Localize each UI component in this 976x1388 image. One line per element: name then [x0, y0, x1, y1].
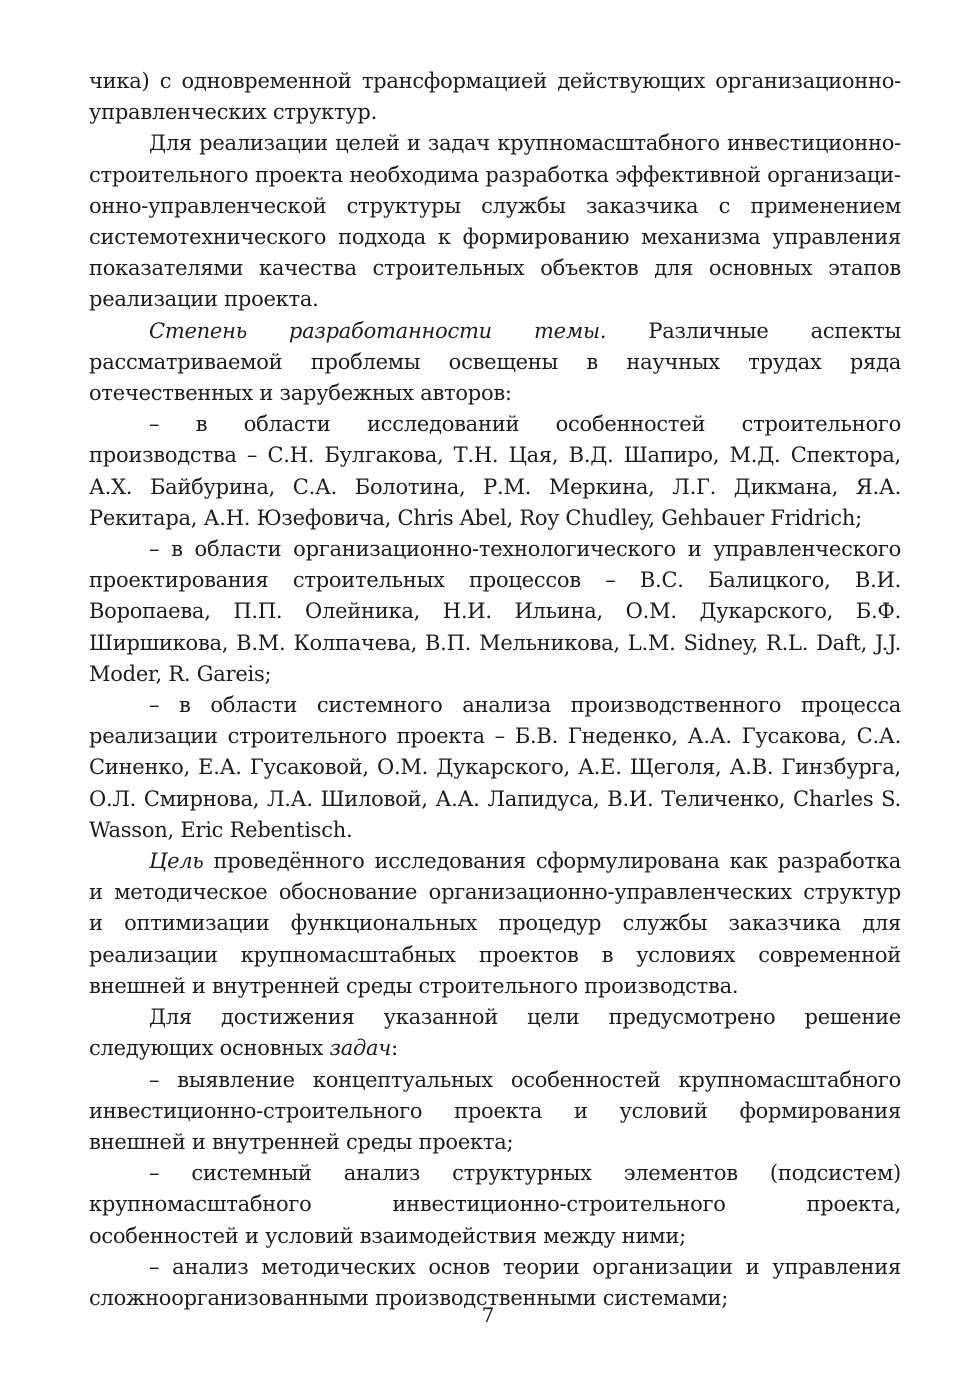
document-body — [89, 66, 901, 1314]
emphasis-degree-of-development: Степень разработанности темы. — [149, 318, 607, 343]
list-item-construction-production: – в области исследований особенностей строительного производства – С.Н. Булгакова, Т.Н. Цая, В.Д. Шапиро, М.Д. Спектора, А.Х. Байбурина, С.А. Болотина, Р.М. Меркина, Л.Г. Дикмана, Я.А. Рекитара, А.Н. Юзефовича, Chris Abel, Roy Chudley, Gehbauer Fridrich; — [89, 412, 901, 530]
emphasis-aim: Цель — [149, 849, 204, 874]
page-number: 7 — [481, 1303, 495, 1327]
paragraph-project-goals: Для реализации целей и задач крупномасштабного инвестиционно-строительного проекта необходима разработка эффективной организационно-управленческой структуры службы заказчика с применением системотехнического подхода к формированию механизма управления показателями качества строительных объектов для основных этапов реализации проекта. — [89, 131, 901, 312]
task-item-structural-analysis: – системный анализ структурных элементов (подсистем) крупномасштабного инвестиционно-строительного проекта, особенностей и условий взаимодействия между ними; — [89, 1161, 901, 1248]
emphasis-tasks: задач — [329, 1036, 392, 1061]
paragraph-continuation: чика) с одновременной трансформацией действующих организационно-управленческих структур. — [89, 69, 901, 125]
paragraph-tasks-intro: Для достижения указанной цели предусмотрено решение следующих основных задач: — [89, 1005, 901, 1061]
task-item-concept-features: – выявление концептуальных особенностей крупномасштабного инвестиционно-строительного проекта и условий формирования внешней и внутренней среды проекта; — [89, 1067, 901, 1154]
task-item-methodology-analysis: – анализ методических основ теории организации и управления сложноорганизованными производственными системами; — [89, 1254, 901, 1310]
list-item-organizational-design: – в области организационно-технологического и управленческого проектирования строительных процессов – В.С. Балицкого, В.И. Воропаева, П.П. Олейника, Н.И. Ильина, О.М. Дукарского, Б.Ф. Ширшикова, В.М. Колпачева, В.П. Мельникова, L.M. Sidney, R.L. Daft, J.J. Moder, R. Gareis; — [89, 537, 901, 686]
list-item-system-analysis: – в области системного анализа производственного процесса реализации строительного проекта – Б.В. Гнеденко, А.А. Гусакова, С.А. Синенко, Е.А. Гусаковой, О.М. Дукарского, А.Е. Щеголя, А.В. Гинзбурга, О.Л. Смирнова, Л.А. Шиловой, А.А. Лапидуса, В.И. Теличенко, Charles S. Wasson, Eric Rebentisch. — [89, 693, 901, 842]
paragraph-research-aim: Цель проведённого исследования сформулирована как разработка и методическое обоснование организационно-управленческих структур и оптимизации функциональных процедур службы заказчика для реализации крупномасштабных проектов в условиях современной внешней и внутренней среды строительного производства. — [89, 849, 901, 998]
paragraph-research-degree: Степень разработанности темы. Различные аспекты рассматриваемой проблемы освещены в научных трудах ряда отечественных и зарубежных авторов: — [89, 318, 901, 406]
